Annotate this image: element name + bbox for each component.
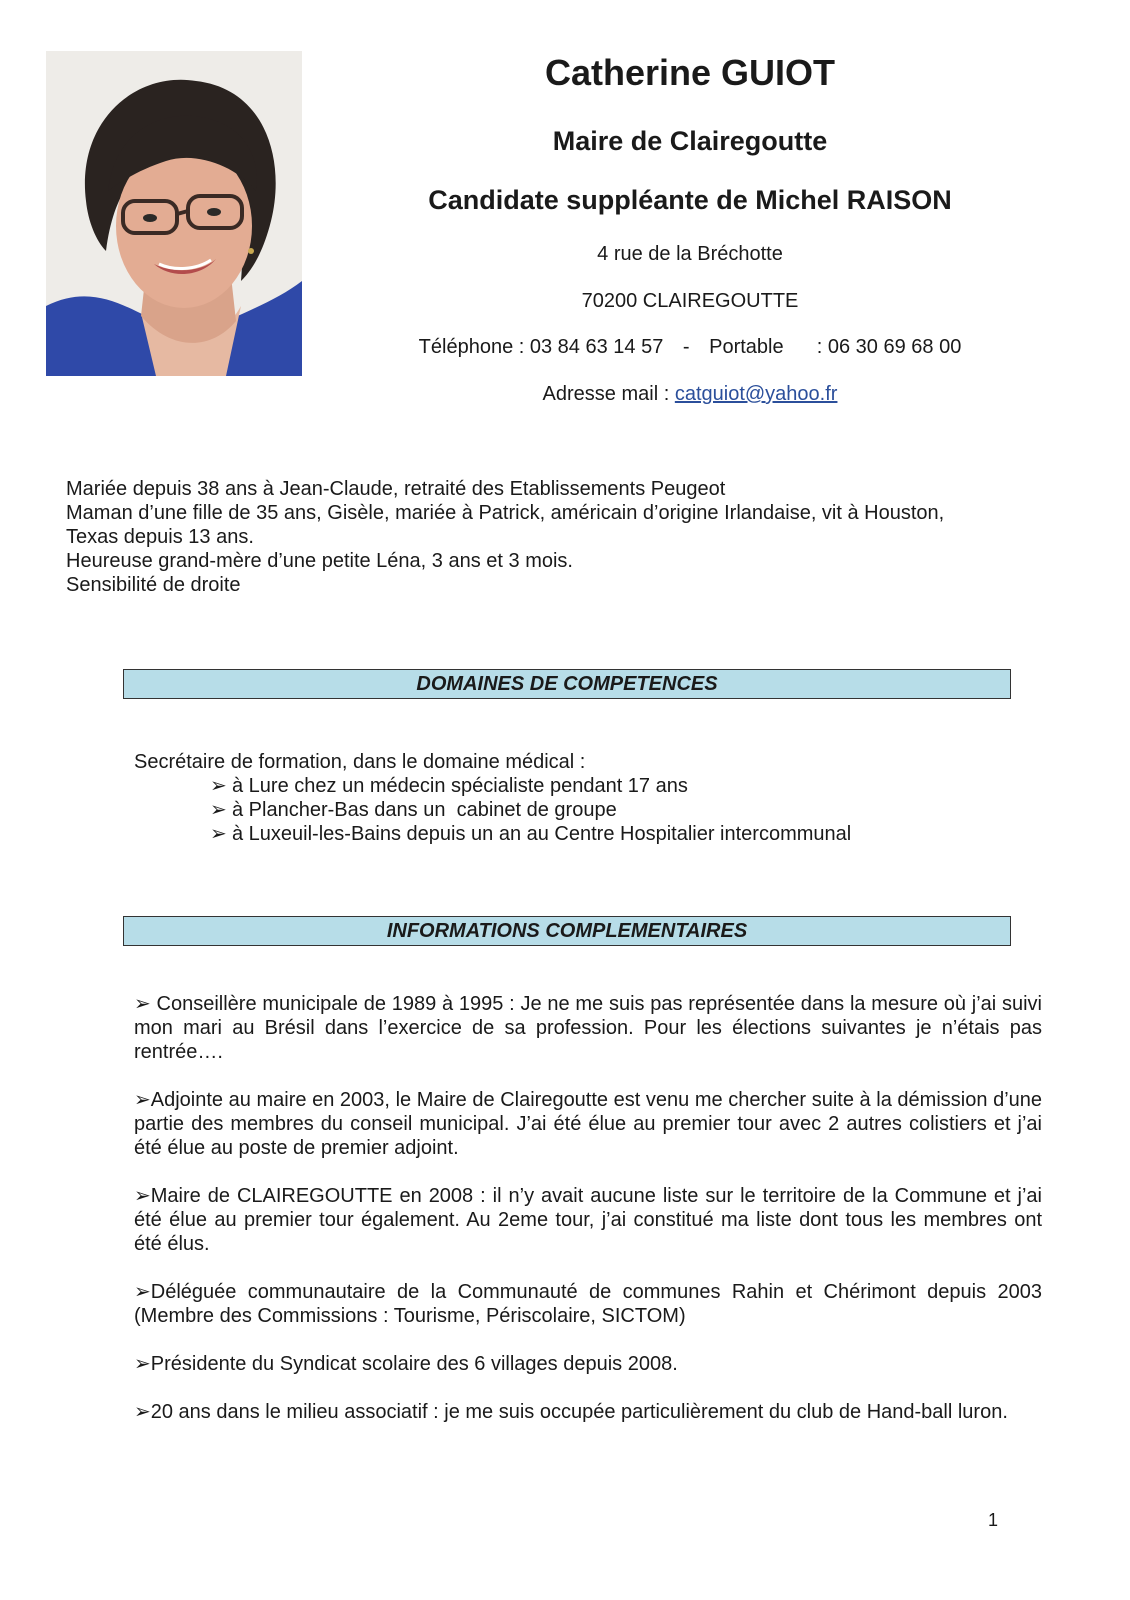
info-paragraph: ➢Maire de CLAIREGOUTTE en 2008 : il n’y avait aucune liste sur le territoire de la Commune et j’ai été élue au premier tour également. Au 2eme tour, j’ai constitué ma liste dont tous les membres ont été élus. bbox=[134, 1185, 1042, 1255]
informations-section bbox=[134, 992, 1042, 1448]
competences-intro: Secrétaire de formation, dans le domaine médical : bbox=[134, 751, 586, 773]
email-link[interactable]: catguiot@yahoo.fr bbox=[674, 383, 838, 405]
portrait-photo bbox=[46, 51, 302, 376]
info-paragraph: ➢ Conseillère municipale de 1989 à 1995 : Je ne me suis pas représentée dans la mesure où j’ai suivi mon mari au Brésil dans l’exercice de sa profession. Pour les élections suivantes je n’étais pas rentrée…. bbox=[134, 993, 1042, 1063]
page-number: 1 bbox=[988, 1510, 999, 1530]
mobile-label: Portable bbox=[709, 336, 784, 358]
address-line-2: 70200 CLAIREGOUTTE bbox=[581, 290, 799, 312]
info-paragraph: ➢20 ans dans le milieu associatif : je me suis occupée particulièrement du club de Hand-ball luron. bbox=[134, 1401, 1008, 1423]
person-name: Catherine GUIOT bbox=[544, 52, 836, 93]
phone-line bbox=[330, 336, 1050, 359]
arrow-bullet-icon: ➢ bbox=[210, 775, 227, 797]
competences-heading: DOMAINES DE COMPETENCES bbox=[123, 669, 1011, 699]
phone-number: Téléphone : 03 84 63 14 57 bbox=[418, 336, 664, 358]
competences-section bbox=[134, 750, 851, 846]
intro-line: Sensibilité de droite bbox=[66, 574, 241, 596]
info-paragraph: ➢Présidente du Syndicat scolaire des 6 villages depuis 2008. bbox=[134, 1353, 678, 1375]
arrow-bullet-icon: ➢ bbox=[210, 823, 227, 845]
informations-heading: INFORMATIONS COMPLEMENTAIRES bbox=[123, 916, 1011, 946]
intro-line: Texas depuis 13 ans. bbox=[66, 526, 254, 548]
list-item: ➢ à Luxeuil-les-Bains depuis un an au Centre Hospitalier intercommunal bbox=[210, 823, 852, 845]
portrait-illustration bbox=[46, 51, 302, 376]
email-label: Adresse mail : bbox=[542, 383, 670, 405]
mobile-number: : 06 30 69 68 00 bbox=[816, 336, 962, 358]
phone-separator: - bbox=[682, 336, 690, 358]
personal-intro bbox=[66, 477, 1066, 597]
info-paragraph: ➢Déléguée communautaire de la Communauté de communes Rahin et Chérimont depuis 2003 (Membre des Commissions : Tourisme, Périscolaire, SICTOM) bbox=[134, 1281, 1042, 1327]
candidacy-title: Candidate suppléante de Michel RAISON bbox=[428, 185, 952, 215]
list-item: ➢ à Plancher-Bas dans un cabinet de groupe bbox=[210, 799, 617, 821]
role-title: Maire de Clairegoutte bbox=[552, 126, 828, 156]
competences-list bbox=[134, 774, 851, 846]
arrow-bullet-icon: ➢ bbox=[210, 799, 227, 821]
info-paragraph: ➢Adjointe au maire en 2003, le Maire de Clairegoutte est venu me chercher suite à la démission d’une partie des membres du conseil municipal. J’ai été élue au premier tour avec 2 autres colistiers et j’ai été élue au poste de premier adjoint. bbox=[134, 1089, 1042, 1159]
intro-line: Maman d’une fille de 35 ans, Gisèle, mariée à Patrick, américain d’origine Irlandaise, vit à Houston, bbox=[66, 502, 945, 524]
list-item: ➢ à Lure chez un médecin spécialiste pendant 17 ans bbox=[210, 775, 688, 797]
address-line-1: 4 rue de la Bréchotte bbox=[597, 243, 783, 265]
intro-line: Heureuse grand-mère d’une petite Léna, 3 ans et 3 mois. bbox=[66, 550, 573, 572]
intro-line: Mariée depuis 38 ans à Jean-Claude, retraité des Etablissements Peugeot bbox=[66, 478, 726, 500]
email-line bbox=[330, 383, 1050, 406]
